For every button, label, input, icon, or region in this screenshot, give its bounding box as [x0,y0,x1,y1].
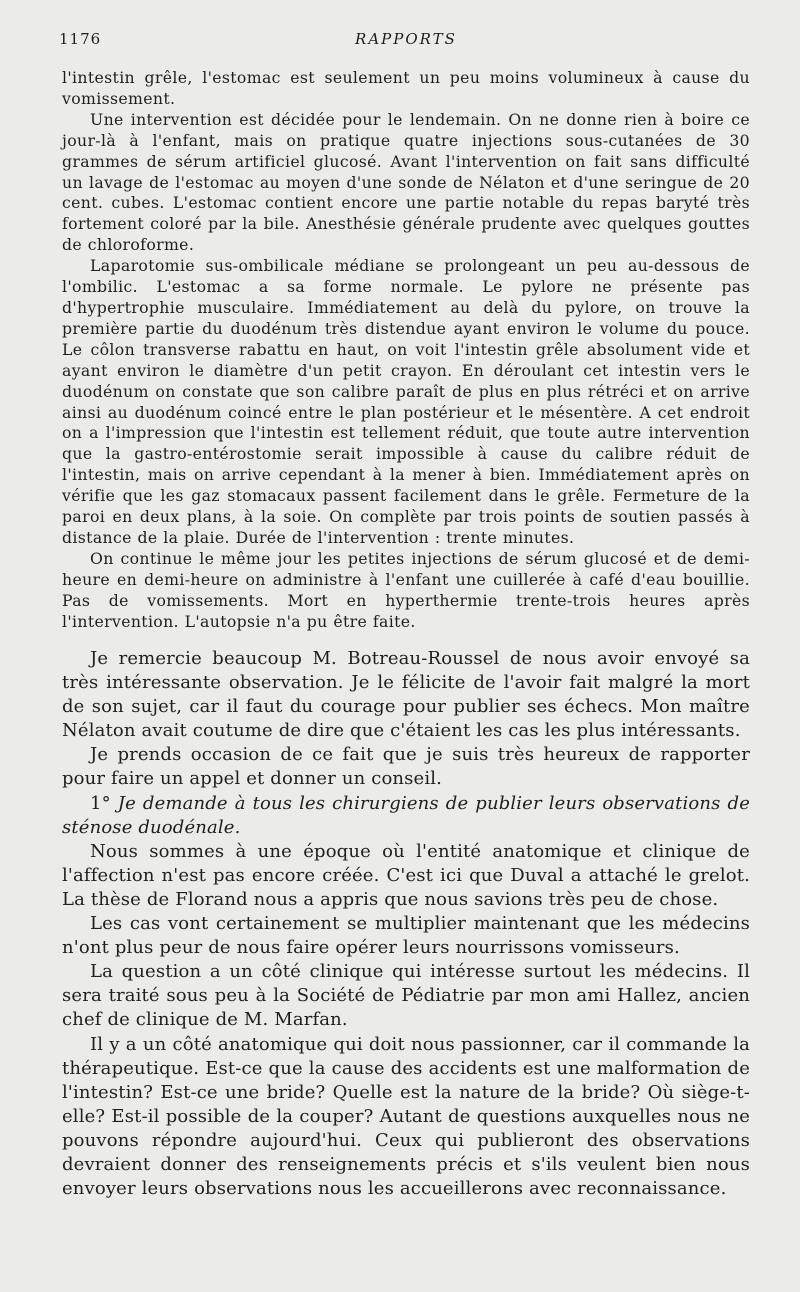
commentary-paragraph: Nous sommes à une époque où l'entité anatomique et clinique de l'affection n'est pas encore créée. C'est ici que Duval a attaché le grelot. La thèse de Florand nous a appris que nous savions très peu de chose. [62,840,750,910]
observation-paragraph: Laparotomie sus-ombilicale médiane se prolongeant un peu au-dessous de l'ombilic. L'estomac a sa forme normale. Le pylore ne présente pas d'hypertrophie musculaire. Immédiatement au delà du pylore, on trouve la première partie du duodénum très distendue ayant environ le volume du pouce. Le côlon transverse rabattu en haut, on voit l'intestin grêle absolument vide et ayant environ le diamètre d'un petit crayon. En déroulant cet intestin vers le duodénum on constate que son calibre paraît de plus en plus rétréci et on arrive ainsi au duodénum coincé entre le plan postérieur et le mésentère. A cet endroit on a l'impression que l'intestin est tellement réduit, que toute autre intervention que la gastro-entérostomie serait impossible à cause du calibre réduit de l'intestin, mais on arrive cependant à la mener à bien. Immédiatement après on vérifie que les gaz stomacaux passent facilement dans le grêle. Fermeture de la paroi en deux plans, à la soie. On complète par trois points de soutien passés à distance de la plaie. Durée de l'intervention : trente minutes. [62,256,750,547]
commentary-paragraph: Il y a un côté anatomique qui doit nous passionner, car il commande la thérapeutique. Est-ce que la cause des accidents est une malformation de l'intestin? Est-ce une bride? Quelle est la nature de la bride? Où siège-t-elle? Est-il possible de la couper? Autant de questions auxquelles nous ne pouvons répondre aujourd'hui. Ceux qui publieront des observations devraient donner des renseignements précis et s'ils veulent bien nous envoyer leurs observations nous les accueillerons avec reconnaissance. [62,1033,750,1200]
observation-paragraph: On continue le même jour les petites injections de sérum glucosé et de demi-heure en demi-heure on administre à l'enfant une cuillerée à café d'eau bouillie. Pas de vomissements. Mort en hyperthermie trente-trois heures après l'intervention. L'autopsie n'a pu être faite. [62,548,750,631]
page-number: 1176 [59,30,102,48]
italic-request: Je demande à tous les chirurgiens de publier leurs observations de sténose duodénale. [62,792,750,838]
commentary-paragraph: Je prends occasion de ce fait que je suis très heureux de rapporter pour faire un appel et donner un conseil. [62,744,750,790]
observation-text [62,68,750,632]
commentary-paragraph: La question a un côté clinique qui intéresse surtout les médecins. Il sera traité sous peu à la Société de Pédiatrie par mon ami Hallez, ancien chef de clinique de M. Marfan. [62,961,750,1031]
observation-paragraph: l'intestin grêle, l'estomac est seulement un peu moins volumineux à cause du vomissement. [62,68,750,108]
item-number: 1° [90,792,111,814]
running-title: RAPPORTS [355,30,457,48]
commentary-paragraph: Je remercie beaucoup M. Botreau-Roussel de nous avoir envoyé sa très intéressante observation. Je le félicite de l'avoir fait malgré la mort de son sujet, car il faut du courage pour publier ses échecs. Mon maître Nélaton avait coutume de dire que c'étaient les cas les plus intéressants. [62,648,750,742]
observation-paragraph: Une intervention est décidée pour le lendemain. On ne donne rien à boire ce jour-là à l'enfant, mais on pratique quatre injections sous-cutanées de 30 grammes de sérum artificiel glucosé. Avant l'intervention on fait sans difficulté un lavage de l'estomac au moyen d'une sonde de Nélaton et d'une seringue de 20 cent. cubes. L'estomac contient encore une partie notable du repas baryté très fortement coloré par la bile. Anesthésie générale prudente avec quelques gouttes de chloroforme. [62,109,750,255]
commentary-paragraph-numbered [62,792,750,840]
page-header [59,30,750,52]
commentary-text [62,647,750,1201]
commentary-paragraph: Les cas vont certainement se multiplier maintenant que les médecins n'ont plus peur de nous faire opérer leurs nourrissons vomisseurs. [62,913,750,959]
